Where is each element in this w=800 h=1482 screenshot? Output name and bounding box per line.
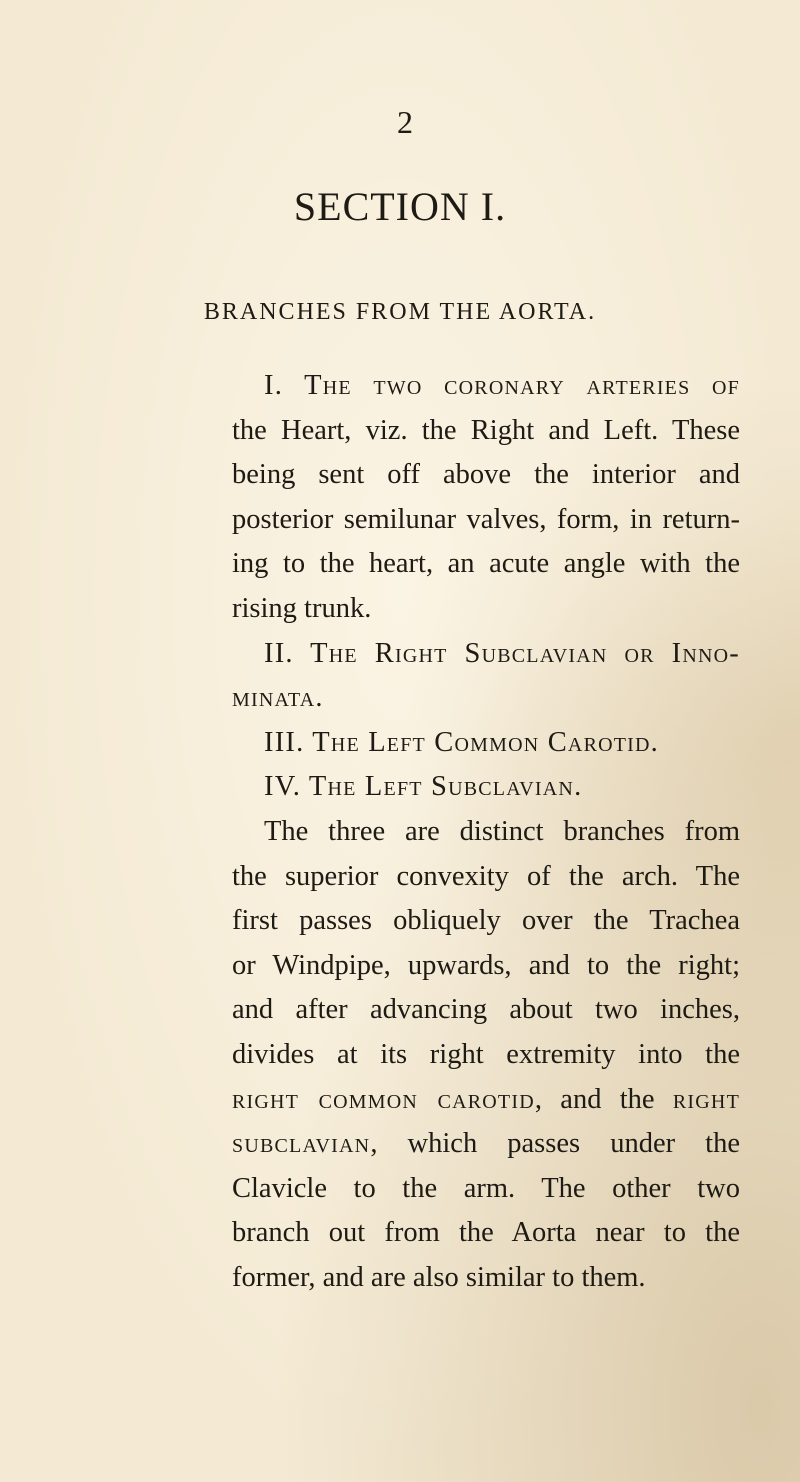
- text-fragment: right common carotid: [232, 1083, 535, 1115]
- text-line: divides at its right extremity into the: [232, 1038, 740, 1070]
- text-line: I. The two coronary arteries of: [264, 370, 740, 401]
- text-line: [232, 1122, 740, 1167]
- text-line: the superior convexity of the arch. The: [232, 860, 740, 892]
- text-fragment: , and the: [534, 1083, 673, 1115]
- text-line: branch out from the Aorta near to the: [232, 1217, 740, 1249]
- text-line: ing to the heart, an acute angle with the: [232, 548, 740, 580]
- text-fragment: right: [672, 1083, 740, 1115]
- text-line: minata.: [232, 682, 324, 714]
- text-line: The three are distinct branches from: [264, 815, 740, 847]
- text-line: the Heart, viz. the Right and Left. These: [232, 414, 740, 446]
- text-line: and after advancing about two inches,: [232, 994, 740, 1026]
- text-line: rising trunk.: [232, 592, 372, 624]
- text-line: Clavicle to the arm. The other two: [232, 1172, 740, 1204]
- page-number: 2: [397, 104, 413, 140]
- body-text: [232, 364, 740, 1300]
- section-subheading: BRANCHES FROM THE AORTA.: [203, 299, 597, 325]
- text-line: posterior semilunar valves, form, in return-: [232, 503, 740, 535]
- text-line: first passes obliquely over the Trachea: [232, 905, 740, 937]
- text-fragment: subclavian: [232, 1128, 371, 1160]
- text-line: former, and are also similar to them.: [232, 1261, 646, 1293]
- text-line: [232, 1078, 740, 1123]
- text-line: IV. The Left Subclavian.: [264, 771, 583, 803]
- text-line: being sent off above the interior and: [232, 459, 740, 491]
- text-line: II. The Right Subclavian or Inno-: [264, 637, 740, 669]
- section-heading: SECTION I.: [293, 184, 507, 229]
- text-line: or Windpipe, upwards, and to the right;: [232, 949, 740, 981]
- text-line: III. The Left Common Carotid.: [264, 726, 660, 758]
- text-fragment: , which passes under the: [370, 1128, 740, 1160]
